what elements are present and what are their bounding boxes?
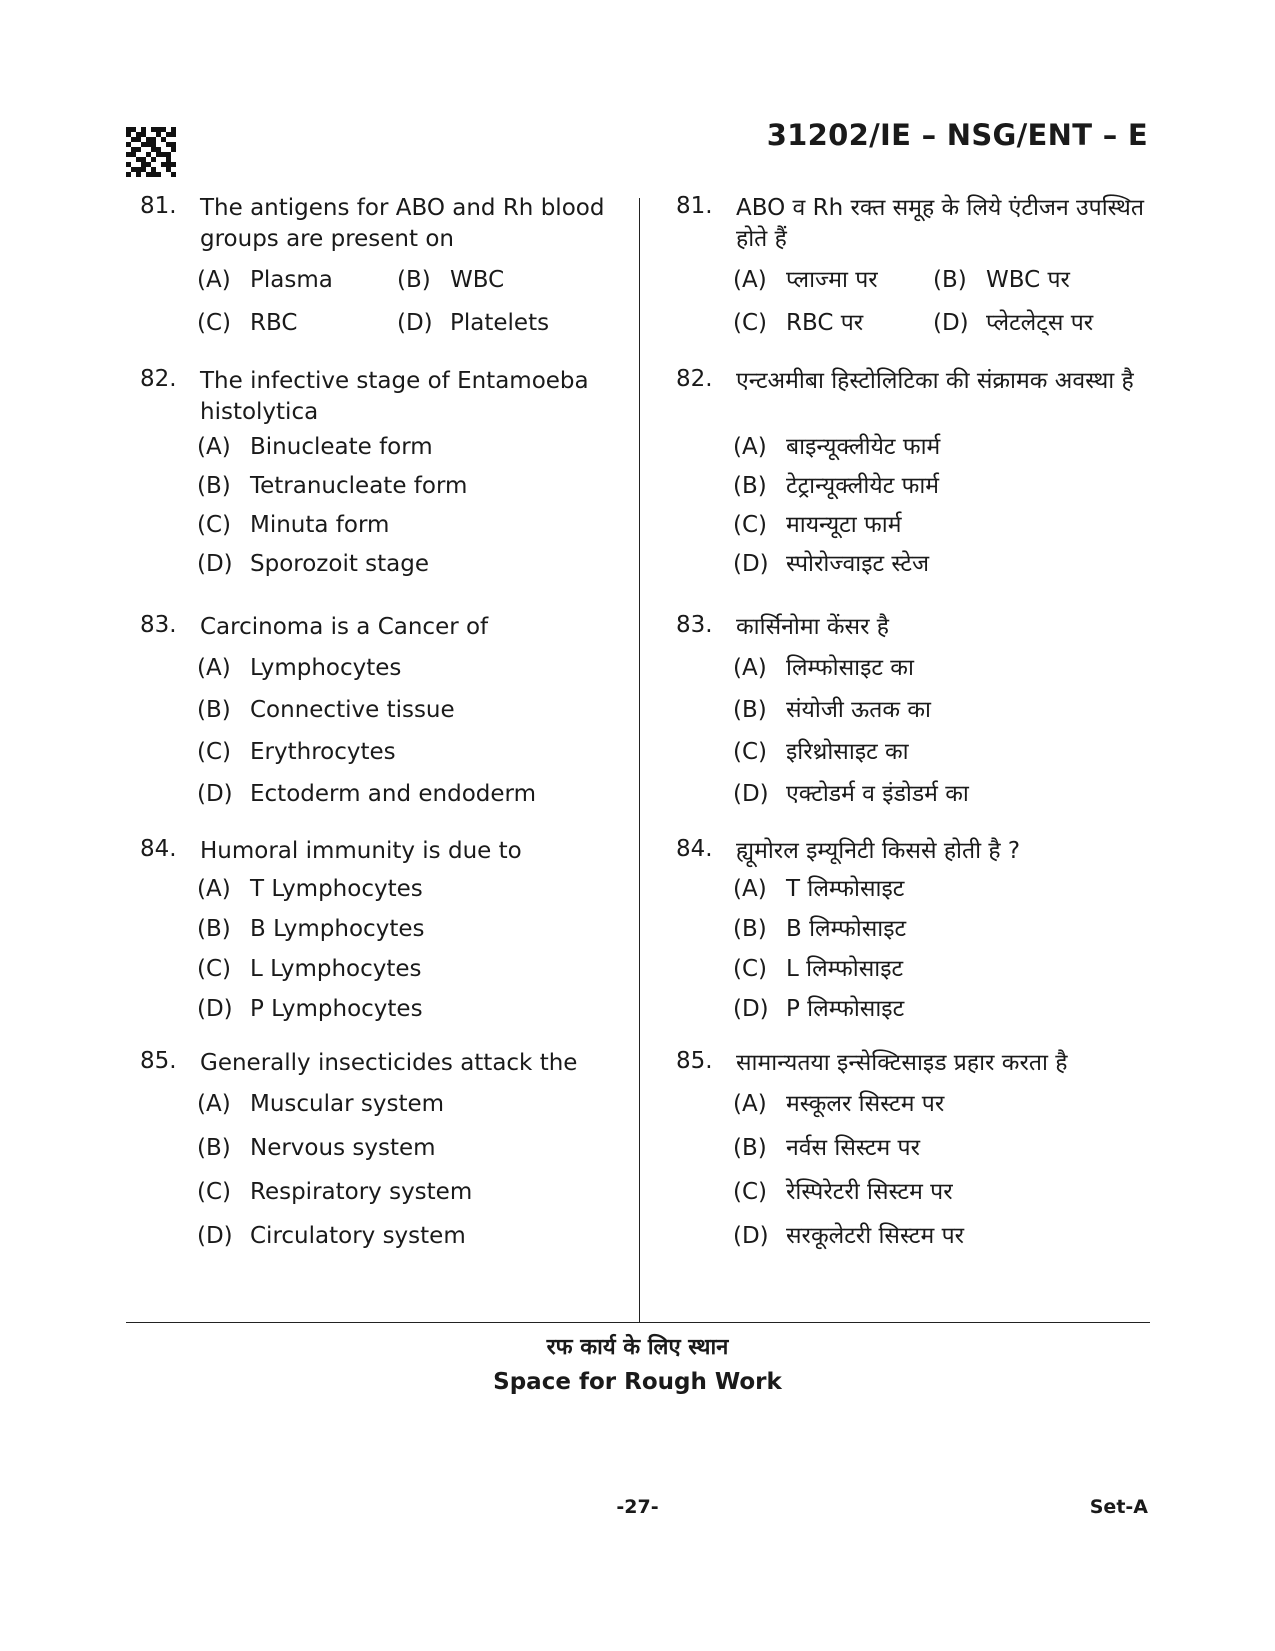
option-text: रेस्पिरेटरी सिस्टम पर bbox=[786, 1179, 953, 1205]
option-text: Nervous system bbox=[250, 1135, 436, 1161]
option-a[interactable] bbox=[197, 874, 610, 905]
question-81-en bbox=[140, 193, 610, 366]
option-label: (A) bbox=[733, 434, 767, 460]
option-label: (A) bbox=[197, 655, 231, 681]
question-number: 83. bbox=[676, 612, 713, 638]
option-text: प्लाज्मा पर bbox=[786, 267, 878, 293]
question-85-en bbox=[140, 1048, 610, 1252]
question-number: 82. bbox=[140, 366, 177, 392]
qr-code bbox=[126, 126, 176, 178]
option-d[interactable] bbox=[197, 779, 610, 810]
option-text: Plasma bbox=[250, 267, 333, 293]
option-text: Platelets bbox=[450, 310, 550, 336]
option-text: Connective tissue bbox=[250, 697, 455, 723]
option-label: (B) bbox=[197, 697, 231, 723]
option-text: मस्कूलर सिस्टम पर bbox=[786, 1091, 945, 1117]
option-text: Erythrocytes bbox=[250, 739, 396, 765]
option-label: (B) bbox=[197, 1135, 231, 1161]
option-text: टेट्रान्यूक्लीयेट फार्म bbox=[786, 473, 940, 499]
question-text: कार्सिनोमा केंसर है bbox=[736, 614, 890, 640]
option-text: इरिथ्रोसाइट का bbox=[786, 739, 909, 765]
option-text: Binucleate form bbox=[250, 434, 433, 460]
set-label: Set-A bbox=[1089, 1496, 1148, 1518]
option-label: (D) bbox=[197, 996, 233, 1022]
option-text: B Lymphocytes bbox=[250, 916, 425, 942]
option-text: Sporozoit stage bbox=[250, 551, 430, 577]
option-label: (A) bbox=[733, 1091, 767, 1117]
option-d[interactable] bbox=[197, 994, 610, 1025]
option-label: (C) bbox=[733, 310, 768, 336]
option-label: (C) bbox=[733, 739, 768, 765]
question-number: 85. bbox=[140, 1048, 177, 1074]
question-text: The infective stage of Entamoeba histolytica bbox=[200, 368, 589, 425]
option-text: WBC पर bbox=[986, 267, 1070, 293]
question-82-hi bbox=[676, 366, 1156, 612]
option-text: Respiratory system bbox=[250, 1179, 473, 1205]
question-text: ह्यूमोरल इम्यूनिटी किससे होती है ? bbox=[736, 838, 1021, 864]
question-81-hi bbox=[676, 193, 1156, 366]
option-label: (D) bbox=[197, 551, 233, 577]
option-label: (A) bbox=[197, 267, 231, 293]
option-label: (A) bbox=[197, 876, 231, 902]
option-a[interactable] bbox=[733, 653, 1156, 684]
hindi-column bbox=[676, 193, 1156, 1252]
option-b[interactable] bbox=[733, 914, 1156, 945]
option-text: एक्टोडर्म व इंडोडर्म का bbox=[786, 781, 969, 807]
question-text: Generally insecticides attack the bbox=[200, 1050, 578, 1076]
option-label: (A) bbox=[733, 267, 767, 293]
option-a[interactable] bbox=[197, 1089, 610, 1120]
question-text: Carcinoma is a Cancer of bbox=[200, 614, 489, 640]
option-text: नर्वस सिस्टम पर bbox=[786, 1135, 920, 1161]
option-label: (C) bbox=[733, 956, 768, 982]
option-text: WBC bbox=[450, 267, 505, 293]
question-83-hi bbox=[676, 612, 1156, 836]
option-label: (B) bbox=[197, 916, 231, 942]
option-text: RBC पर bbox=[786, 310, 864, 336]
option-a[interactable] bbox=[197, 432, 610, 463]
option-label: (D) bbox=[733, 996, 769, 1022]
question-number: 83. bbox=[140, 612, 177, 638]
option-d[interactable] bbox=[733, 779, 1156, 810]
option-b[interactable] bbox=[733, 1133, 1156, 1164]
option-label: (C) bbox=[197, 512, 232, 538]
rough-work-area bbox=[0, 1331, 1275, 1395]
question-number: 81. bbox=[140, 193, 177, 219]
option-text: L Lymphocytes bbox=[250, 956, 422, 982]
option-a[interactable] bbox=[733, 432, 1156, 463]
rough-work-label-english: Space for Rough Work bbox=[493, 1369, 782, 1395]
option-label: (B) bbox=[733, 916, 767, 942]
option-label: (B) bbox=[733, 473, 767, 499]
option-d[interactable] bbox=[733, 1221, 1156, 1252]
option-label: (C) bbox=[197, 310, 232, 336]
option-d[interactable] bbox=[197, 1221, 610, 1252]
option-b[interactable] bbox=[397, 265, 504, 296]
paper-code: 31202/IE – NSG/ENT – E bbox=[766, 118, 1148, 152]
option-b[interactable] bbox=[197, 471, 610, 502]
question-number: 84. bbox=[676, 836, 713, 862]
option-text: सरकूलेटरी सिस्टम पर bbox=[786, 1223, 965, 1249]
option-text: T Lymphocytes bbox=[250, 876, 423, 902]
option-c[interactable] bbox=[733, 308, 933, 339]
option-label: (C) bbox=[197, 956, 232, 982]
option-text: Lymphocytes bbox=[250, 655, 402, 681]
option-text: L लिम्फोसाइट bbox=[786, 956, 904, 982]
option-c[interactable] bbox=[197, 737, 610, 768]
option-c[interactable] bbox=[733, 1177, 1156, 1208]
option-text: Ectoderm and endoderm bbox=[250, 781, 536, 807]
option-a[interactable] bbox=[197, 265, 397, 296]
question-text: एन्टअमीबा हिस्टोलिटिका की संक्रामक अवस्था है bbox=[736, 368, 1134, 394]
page-number: -27- bbox=[616, 1496, 659, 1518]
option-c[interactable] bbox=[197, 954, 610, 985]
option-text: संयोजी ऊतक का bbox=[786, 697, 931, 723]
english-column bbox=[140, 193, 610, 1252]
option-b[interactable] bbox=[197, 1133, 610, 1164]
option-text: बाइन्यूक्लीयेट फार्म bbox=[786, 434, 941, 460]
option-label: (C) bbox=[197, 739, 232, 765]
option-b[interactable] bbox=[733, 471, 1156, 502]
option-label: (B) bbox=[397, 267, 431, 293]
option-label: (D) bbox=[197, 1223, 233, 1249]
option-label: (D) bbox=[397, 310, 433, 336]
option-d[interactable] bbox=[733, 549, 1156, 580]
option-label: (C) bbox=[733, 512, 768, 538]
option-text: T लिम्फोसाइट bbox=[786, 876, 905, 902]
option-a[interactable] bbox=[733, 874, 1156, 905]
option-d[interactable] bbox=[397, 308, 549, 339]
option-text: मायन्यूटा फार्म bbox=[786, 512, 902, 538]
option-b[interactable] bbox=[933, 265, 1070, 296]
column-divider bbox=[639, 198, 640, 1323]
option-label: (B) bbox=[733, 697, 767, 723]
option-c[interactable] bbox=[197, 1177, 610, 1208]
option-d[interactable] bbox=[733, 994, 1156, 1025]
option-text: RBC bbox=[250, 310, 298, 336]
option-c[interactable] bbox=[197, 308, 397, 339]
option-label: (D) bbox=[933, 310, 969, 336]
option-b[interactable] bbox=[733, 695, 1156, 726]
question-text: Humoral immunity is due to bbox=[200, 838, 522, 864]
option-text: स्पोरोज्वाइट स्टेज bbox=[786, 551, 930, 577]
option-label: (B) bbox=[733, 1135, 767, 1161]
question-82-en bbox=[140, 366, 610, 612]
question-text: ABO व Rh रक्त समूह के लिये एंटीजन उपस्थित होते हैं bbox=[736, 195, 1144, 252]
option-label: (D) bbox=[733, 1223, 769, 1249]
option-c[interactable] bbox=[733, 954, 1156, 985]
option-label: (A) bbox=[733, 655, 767, 681]
option-b[interactable] bbox=[197, 695, 610, 726]
option-text: Tetranucleate form bbox=[250, 473, 468, 499]
option-label: (C) bbox=[733, 1179, 768, 1205]
option-label: (B) bbox=[933, 267, 967, 293]
rough-work-label-hindi: रफ कार्य के लिए स्थान bbox=[546, 1335, 729, 1360]
option-label: (A) bbox=[197, 434, 231, 460]
question-number: 85. bbox=[676, 1048, 713, 1074]
option-c[interactable] bbox=[733, 510, 1156, 541]
option-text: Minuta form bbox=[250, 512, 390, 538]
option-label: (D) bbox=[733, 781, 769, 807]
option-text: लिम्फोसाइट का bbox=[786, 655, 914, 681]
option-text: P Lymphocytes bbox=[250, 996, 423, 1022]
option-text: B लिम्फोसाइट bbox=[786, 916, 907, 942]
question-84-hi bbox=[676, 836, 1156, 1048]
option-d[interactable] bbox=[197, 549, 610, 580]
option-a[interactable] bbox=[197, 653, 610, 684]
rough-work-divider bbox=[126, 1322, 1150, 1323]
question-84-en bbox=[140, 836, 610, 1048]
option-label: (B) bbox=[197, 473, 231, 499]
option-c[interactable] bbox=[197, 510, 610, 541]
question-number: 81. bbox=[676, 193, 713, 219]
option-label: (C) bbox=[197, 1179, 232, 1205]
option-text: प्लेटलेट्स पर bbox=[986, 310, 1094, 336]
option-b[interactable] bbox=[197, 914, 610, 945]
question-number: 82. bbox=[676, 366, 713, 392]
question-number: 84. bbox=[140, 836, 177, 862]
option-text: P लिम्फोसाइट bbox=[786, 996, 905, 1022]
option-label: (D) bbox=[733, 551, 769, 577]
option-a[interactable] bbox=[733, 265, 933, 296]
option-c[interactable] bbox=[733, 737, 1156, 768]
question-85-hi bbox=[676, 1048, 1156, 1252]
question-83-en bbox=[140, 612, 610, 836]
option-text: Muscular system bbox=[250, 1091, 445, 1117]
option-d[interactable] bbox=[933, 308, 1093, 339]
option-label: (A) bbox=[197, 1091, 231, 1117]
option-label: (A) bbox=[733, 876, 767, 902]
option-label: (D) bbox=[197, 781, 233, 807]
question-text: The antigens for ABO and Rh blood groups are present on bbox=[200, 195, 605, 252]
question-text: सामान्यतया इन्सेक्टिसाइड प्रहार करता है bbox=[736, 1050, 1068, 1076]
option-text: Circulatory system bbox=[250, 1223, 466, 1249]
option-a[interactable] bbox=[733, 1089, 1156, 1120]
